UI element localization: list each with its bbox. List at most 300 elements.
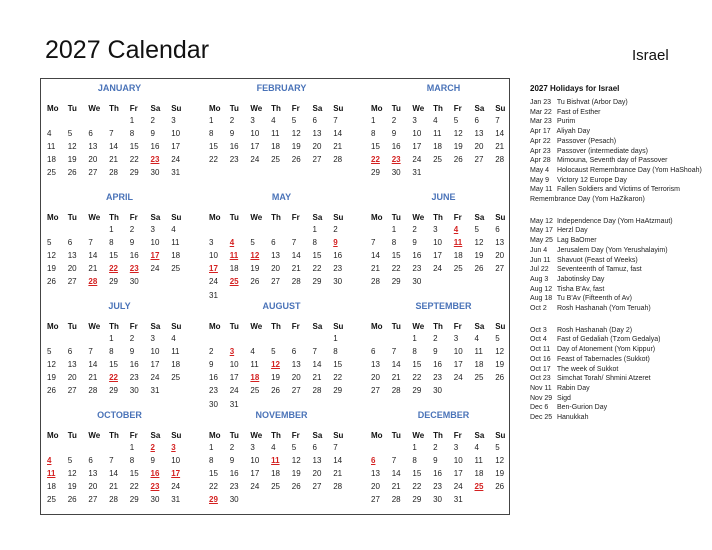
day-cell: 27 [88, 495, 98, 505]
day-cell: 26 [67, 168, 77, 178]
holiday-item [530, 394, 710, 404]
day-cell: 18 [171, 251, 181, 261]
holiday-list-title: 2027 Holidays for Israel [530, 84, 620, 93]
day-cell: 12 [291, 456, 301, 466]
day-cell: 22 [209, 482, 218, 492]
holiday-name: Fallen Soldiers and Victims of Terrorism Remembrance Day (Yom HaZikaron) [530, 186, 681, 204]
holiday-date: Oct 16 [530, 355, 551, 363]
weekday-header: We [88, 322, 101, 331]
day-cell: 28 [109, 495, 118, 505]
day-cell: 22 [209, 155, 218, 165]
day-cell: 21 [109, 155, 118, 165]
holiday-date: Apr 22 [530, 137, 551, 145]
day-cell: 1 [312, 225, 317, 234]
day-cell: 10 [171, 456, 181, 466]
day-cell: 4 [171, 334, 176, 343]
holiday-day-cell: 25 [229, 277, 239, 287]
day-cell: 21 [391, 373, 401, 383]
day-cell: 26 [271, 386, 280, 396]
weekday-header: We [412, 431, 425, 440]
day-cell: 5 [67, 456, 73, 466]
weekday-header: Mo [371, 213, 383, 222]
holiday-item [530, 304, 710, 314]
holiday-name: Holocaust Remembrance Day (Yom HaShoah) [555, 166, 702, 174]
day-cell: 5 [47, 238, 52, 248]
day-cell: 8 [109, 238, 114, 248]
day-cell: 13 [271, 251, 280, 261]
day-cell: 7 [371, 238, 376, 248]
calendar-grid [40, 78, 510, 515]
day-cell: 19 [495, 360, 505, 370]
day-cell: 25 [271, 155, 280, 165]
day-cell: 11 [171, 347, 180, 357]
holiday-date: May 9 [530, 176, 550, 184]
holiday-name: Independence Day (Yom HaAtzmaut) [555, 217, 673, 225]
day-cell: 27 [474, 155, 484, 165]
day-cell: 17 [453, 469, 463, 479]
weekday-header: Tu [67, 322, 77, 331]
day-cell: 18 [47, 482, 56, 492]
day-cell: 3 [171, 116, 176, 125]
day-cell: 22 [129, 155, 139, 165]
day-cell: 2 [433, 443, 438, 452]
day-cell: 23 [229, 155, 239, 165]
day-cell: 28 [333, 482, 343, 492]
day-cell: 5 [453, 116, 459, 125]
holiday-date: Aug 12 [530, 285, 553, 293]
day-cell: 18 [47, 155, 56, 165]
day-cell: 7 [495, 116, 500, 125]
weekday-header: Sa [312, 104, 323, 113]
day-cell: 25 [250, 386, 260, 396]
day-cell: 11 [474, 456, 483, 466]
day-cell: 19 [271, 373, 280, 383]
day-cell: 3 [412, 116, 417, 125]
day-cell: 28 [391, 495, 401, 505]
holiday-date: May 12 [530, 217, 553, 225]
day-cell: 3 [250, 116, 255, 125]
day-cell: 20 [67, 264, 77, 274]
day-cell: 30 [129, 386, 139, 396]
holiday-item [530, 156, 710, 166]
weekday-header: Su [495, 431, 506, 440]
weekday-header: Tu [391, 322, 401, 331]
day-cell: 21 [371, 264, 380, 274]
day-cell: 5 [271, 347, 276, 357]
day-cell: 8 [312, 238, 317, 248]
holiday-day-cell: 23 [150, 482, 160, 492]
day-cell: 24 [250, 482, 260, 492]
weekday-header: We [88, 213, 101, 222]
day-cell: 23 [433, 482, 442, 492]
day-cell: 13 [371, 360, 380, 370]
weekday-header: Sa [150, 104, 161, 113]
day-cell: 1 [371, 116, 376, 125]
day-cell: 11 [171, 238, 180, 248]
day-cell: 15 [371, 142, 380, 152]
holiday-name: Aliyah Day [555, 128, 591, 136]
day-cell: 23 [333, 264, 343, 274]
day-cell: 26 [291, 482, 301, 492]
day-cell: 16 [129, 360, 139, 370]
holiday-name: Shavuot (Feast of Weeks) [555, 256, 638, 264]
day-cell: 18 [271, 469, 280, 479]
day-cell: 5 [474, 225, 479, 234]
weekday-header: Th [109, 213, 119, 222]
weekday-header: Sa [474, 322, 485, 331]
day-cell: 6 [312, 443, 317, 452]
day-cell: 23 [229, 482, 239, 492]
month-name: AUGUST [262, 301, 301, 311]
holiday-item [530, 246, 710, 256]
weekday-header: Tu [229, 104, 239, 113]
day-cell: 7 [312, 347, 317, 357]
weekday-header: Mo [371, 431, 383, 440]
holiday-name: Fast of Esther [555, 108, 601, 116]
day-cell: 15 [412, 360, 422, 370]
day-cell: 22 [391, 264, 401, 274]
weekday-header: Fr [291, 213, 300, 222]
day-cell: 22 [312, 264, 322, 274]
day-cell: 26 [250, 277, 260, 287]
weekday-header: Mo [371, 322, 383, 331]
day-cell: 27 [312, 482, 322, 492]
day-cell: 6 [495, 225, 500, 234]
holiday-day-cell: 17 [171, 469, 181, 479]
day-cell: 14 [495, 129, 505, 139]
weekday-header: Fr [453, 104, 462, 113]
holiday-item [530, 147, 710, 157]
weekday-header: Su [171, 213, 182, 222]
weekday-header: Tu [391, 104, 401, 113]
day-cell: 31 [150, 386, 160, 396]
holiday-item [530, 345, 710, 355]
weekday-header: Th [271, 322, 281, 331]
holiday-name: Victory 12 Europe Day [555, 176, 627, 184]
holiday-date: Oct 4 [530, 336, 547, 344]
day-cell: 30 [209, 399, 218, 409]
day-cell: 2 [412, 225, 417, 234]
day-cell: 19 [474, 251, 484, 261]
weekday-header: Fr [291, 104, 300, 113]
day-cell: 22 [333, 373, 343, 383]
day-cell: 31 [229, 399, 239, 409]
day-cell: 24 [250, 155, 260, 165]
day-cell: 25 [47, 168, 56, 178]
weekday-header: Th [433, 322, 443, 331]
holiday-name: Herzl Day [555, 227, 588, 235]
day-cell: 26 [47, 277, 56, 287]
day-cell: 1 [209, 116, 214, 125]
day-cell: 13 [495, 238, 505, 248]
day-cell: 29 [333, 386, 343, 396]
day-cell: 29 [129, 495, 139, 505]
day-cell: 12 [453, 129, 463, 139]
holiday-item [530, 285, 710, 295]
day-cell: 7 [88, 347, 93, 357]
weekday-header: Sa [312, 213, 323, 222]
holiday-item [530, 98, 710, 108]
holiday-item [530, 384, 710, 394]
day-cell: 20 [371, 482, 380, 492]
day-cell: 12 [67, 469, 77, 479]
holiday-name: Rosh Hashanah (Yom Teruah) [555, 305, 651, 313]
day-cell: 1 [109, 334, 114, 343]
day-cell: 7 [291, 238, 297, 248]
day-cell: 13 [312, 456, 322, 466]
holiday-day-cell: 16 [150, 469, 160, 479]
weekday-header: We [250, 431, 263, 440]
holiday-date: Apr 23 [530, 147, 551, 155]
weekday-header: Sa [150, 431, 161, 440]
day-cell: 2 [433, 334, 438, 343]
day-cell: 25 [453, 264, 463, 274]
country-label: Israel [632, 47, 669, 64]
day-cell: 28 [312, 386, 322, 396]
day-cell: 25 [474, 373, 484, 383]
weekday-header: Mo [209, 322, 221, 331]
day-cell: 8 [209, 129, 214, 139]
holiday-date: May 17 [530, 227, 553, 235]
day-cell: 6 [88, 129, 93, 139]
day-cell: 10 [250, 129, 260, 139]
day-cell: 17 [150, 360, 160, 370]
weekday-header: Su [495, 213, 506, 222]
holiday-day-cell: 23 [129, 264, 139, 274]
weekday-header: Su [495, 322, 506, 331]
day-cell: 21 [333, 469, 343, 479]
day-cell: 20 [474, 142, 484, 152]
holiday-item [530, 236, 710, 246]
holiday-name: Day of Atonement (Yom Kippur) [555, 346, 656, 354]
day-cell: 31 [171, 495, 181, 505]
day-cell: 14 [291, 251, 301, 261]
day-cell: 19 [291, 469, 301, 479]
holiday-date: Oct 3 [530, 326, 547, 334]
day-cell: 15 [109, 251, 118, 261]
day-cell: 24 [412, 155, 422, 165]
day-cell: 19 [47, 264, 56, 274]
page-title: 2027 Calendar [45, 36, 210, 64]
day-cell: 29 [129, 168, 139, 178]
day-cell: 12 [47, 360, 56, 370]
weekday-header: Fr [291, 322, 300, 331]
day-cell: 9 [209, 360, 214, 370]
holiday-day-cell: 22 [371, 155, 380, 165]
day-cell: 26 [291, 155, 301, 165]
day-cell: 15 [333, 360, 343, 370]
holiday-date: Jan 23 [530, 99, 552, 106]
day-cell: 12 [495, 347, 505, 357]
day-cell: 29 [391, 277, 401, 287]
day-cell: 26 [495, 373, 505, 383]
day-cell: 19 [495, 469, 505, 479]
holiday-item [530, 355, 710, 365]
holiday-item [530, 275, 710, 285]
day-cell: 6 [291, 347, 297, 357]
day-cell: 25 [433, 155, 442, 165]
day-cell: 28 [88, 386, 98, 396]
day-cell: 17 [171, 142, 181, 152]
day-cell: 31 [453, 495, 463, 505]
weekday-header: We [412, 213, 425, 222]
weekday-header: Sa [312, 322, 323, 331]
holiday-day-cell: 4 [229, 238, 235, 248]
day-cell: 8 [333, 347, 338, 357]
weekday-header: Fr [453, 431, 462, 440]
day-cell: 27 [291, 386, 301, 396]
weekday-header: We [412, 322, 425, 331]
day-cell: 20 [312, 469, 322, 479]
day-cell: 7 [333, 116, 338, 125]
holiday-name: Ben-Gurion Day [555, 404, 608, 412]
day-cell: 30 [150, 495, 160, 505]
holiday-list [530, 84, 710, 423]
holiday-day-cell: 23 [150, 155, 160, 165]
day-cell: 2 [391, 116, 397, 125]
day-cell: 23 [412, 264, 422, 274]
day-cell: 29 [412, 495, 422, 505]
day-cell: 14 [88, 251, 98, 261]
day-cell: 4 [474, 334, 479, 343]
holiday-item [530, 176, 710, 186]
day-cell: 14 [312, 360, 322, 370]
holiday-day-cell: 6 [371, 456, 376, 466]
day-cell: 1 [412, 443, 417, 452]
holiday-item [530, 226, 710, 236]
day-cell: 28 [495, 155, 505, 165]
day-cell: 27 [88, 168, 98, 178]
weekday-header: Fr [453, 213, 462, 222]
holiday-item [530, 403, 710, 413]
day-cell: 3 [250, 443, 255, 452]
day-cell: 14 [333, 129, 343, 139]
day-cell: 6 [88, 456, 93, 466]
day-cell: 25 [47, 495, 56, 505]
day-cell: 24 [453, 373, 463, 383]
day-cell: 9 [391, 129, 397, 139]
day-cell: 3 [150, 225, 155, 234]
day-cell: 17 [229, 373, 239, 383]
day-cell: 16 [433, 360, 442, 370]
holiday-item [530, 256, 710, 266]
day-cell: 1 [109, 225, 114, 234]
day-cell: 10 [150, 238, 160, 248]
month-name: NOVEMBER [255, 410, 308, 420]
day-cell: 4 [271, 116, 276, 125]
day-cell: 31 [412, 168, 422, 178]
day-cell: 20 [312, 142, 322, 152]
day-cell: 6 [474, 116, 479, 125]
holiday-name: Tu B'Av (Fifteenth of Av) [555, 295, 632, 303]
day-cell: 10 [209, 251, 218, 261]
holiday-date: Mar 22 [530, 108, 552, 116]
holiday-day-cell: 18 [250, 373, 260, 383]
month-name: MAY [271, 192, 292, 202]
weekday-header: Su [333, 104, 344, 113]
holiday-item [530, 137, 710, 147]
holiday-item [530, 185, 710, 204]
day-cell: 30 [391, 168, 401, 178]
weekday-header: Sa [474, 431, 485, 440]
holiday-date: Oct 2 [530, 305, 547, 313]
day-cell: 6 [371, 347, 376, 357]
day-cell: 1 [412, 334, 417, 343]
weekday-header: Tu [229, 322, 239, 331]
day-cell: 7 [109, 129, 114, 139]
holiday-name: The week of Sukkot [555, 365, 619, 373]
day-cell: 1 [333, 334, 338, 343]
holiday-name: Lag BaOmer [555, 237, 597, 245]
day-cell: 15 [129, 469, 139, 479]
day-cell: 14 [109, 469, 118, 479]
day-cell: 2 [229, 443, 235, 452]
holiday-day-cell: 23 [391, 155, 401, 165]
day-cell: 14 [371, 251, 380, 261]
month-name: JANUARY [97, 83, 142, 93]
weekday-header: Th [433, 431, 443, 440]
day-cell: 10 [171, 129, 181, 139]
month-name: DECEMBER [417, 410, 470, 420]
month-name: SEPTEMBER [415, 301, 472, 311]
holiday-day-cell: 17 [150, 251, 160, 261]
holiday-day-cell: 12 [271, 360, 280, 370]
day-cell: 18 [474, 360, 484, 370]
day-cell: 11 [250, 360, 259, 370]
weekday-header: Sa [150, 213, 161, 222]
day-cell: 27 [371, 386, 380, 396]
day-cell: 1 [391, 225, 397, 234]
day-cell: 30 [412, 277, 422, 287]
weekday-header: Su [333, 213, 344, 222]
day-cell: 30 [333, 277, 343, 287]
weekday-header: Mo [209, 431, 221, 440]
weekday-header: Th [271, 431, 281, 440]
weekday-header: Tu [229, 431, 239, 440]
holiday-name: Feast of Tabernacles (Sukkot) [555, 355, 650, 363]
weekday-header: Sa [474, 104, 485, 113]
day-cell: 17 [453, 360, 463, 370]
weekday-header: Fr [291, 431, 300, 440]
holiday-item [530, 335, 710, 345]
day-cell: 21 [333, 142, 343, 152]
day-cell: 26 [495, 482, 505, 492]
day-cell: 12 [291, 129, 301, 139]
day-cell: 19 [67, 482, 77, 492]
day-cell: 27 [271, 277, 280, 287]
day-cell: 21 [391, 482, 401, 492]
weekday-header: Tu [391, 431, 401, 440]
day-cell: 21 [312, 373, 322, 383]
day-cell: 10 [229, 360, 239, 370]
day-cell: 5 [291, 116, 297, 125]
day-cell: 24 [229, 386, 239, 396]
day-cell: 10 [433, 238, 442, 248]
month-name: MARCH [426, 83, 461, 93]
day-cell: 19 [67, 155, 77, 165]
weekday-header: Sa [474, 213, 485, 222]
day-cell: 18 [433, 142, 442, 152]
day-cell: 2 [209, 347, 214, 357]
day-cell: 19 [47, 373, 56, 383]
day-cell: 2 [333, 225, 338, 234]
day-cell: 1 [129, 116, 135, 125]
day-cell: 7 [333, 443, 338, 452]
holiday-date: Oct 23 [530, 375, 551, 383]
day-cell: 17 [433, 251, 442, 261]
holiday-day-cell: 4 [453, 225, 459, 234]
day-cell: 22 [412, 482, 422, 492]
